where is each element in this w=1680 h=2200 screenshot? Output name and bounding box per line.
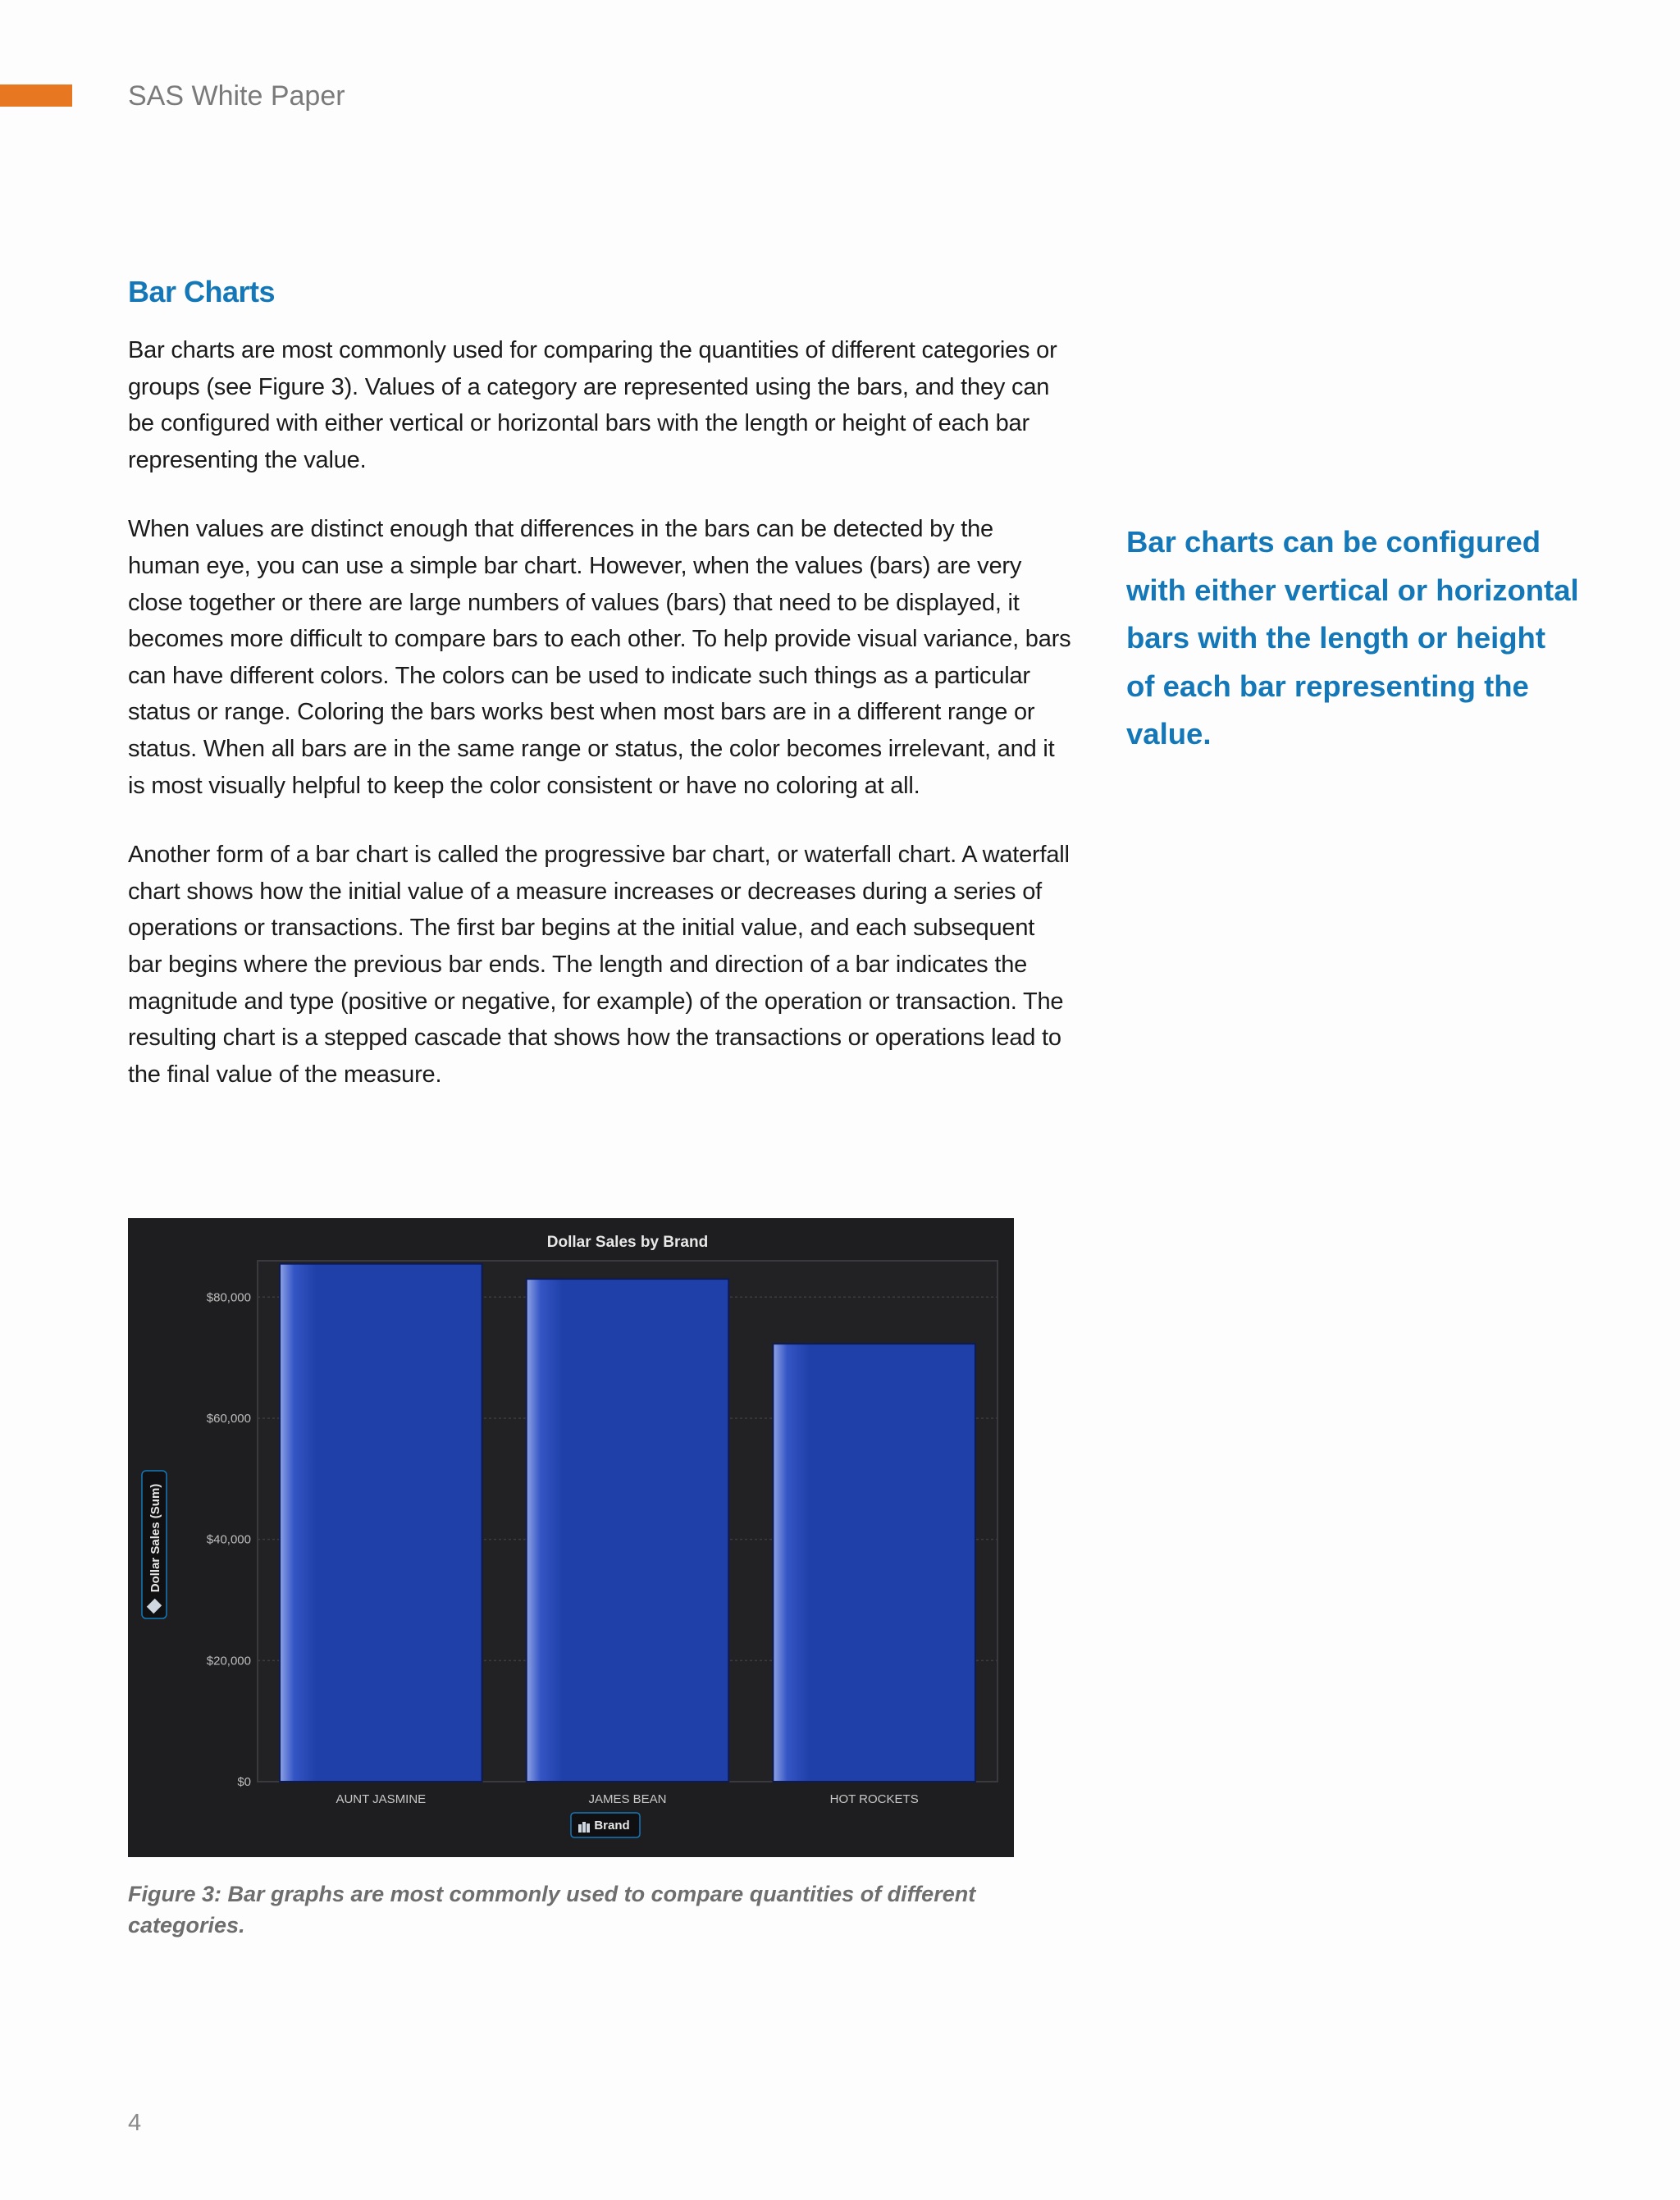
bar (527, 1279, 729, 1782)
bar (773, 1344, 975, 1782)
body-text (128, 332, 1071, 1125)
figure-caption: Figure 3: Bar graphs are most commonly used to compare quantities of different categories. (128, 1882, 976, 1938)
chart-title: Dollar Sales by Brand (546, 1234, 709, 1251)
y-tick-label: $20,000 (206, 1654, 251, 1668)
y-axis-label (142, 1471, 167, 1618)
y-tick-label: $0 (237, 1775, 251, 1789)
y-axis-title: Dollar Sales (Sum) (148, 1483, 162, 1593)
x-tick-label: AUNT JASMINE (336, 1792, 427, 1806)
bar-chart (128, 1218, 1014, 1857)
x-axis-title: Brand (594, 1819, 630, 1833)
paragraph-3: Another form of a bar chart is called the progressive bar chart, or waterfall chart. A waterfall chart shows how the initial value of a measure increases or decreases during a series of operations or transactions. The first bar begins at the initial value, and each subsequent bar begins where the previous bar ends. The length and direction of a bar indicates the magnitude and type (positive or negative, for example) of the operation or transaction. The resulting chart is a stepped cascade that shows how the transactions or operations lead to the final value of the measure. (128, 842, 1070, 1088)
y-tick-label: $80,000 (206, 1290, 251, 1305)
y-tick-label: $40,000 (206, 1532, 251, 1547)
figure-3-chart (128, 1218, 1014, 1857)
pull-quote: Bar charts can be configured with either vertical or horizontal bars with the length or height of each bar representing the value. (1126, 525, 1579, 751)
orange-accent-tab (0, 84, 72, 107)
y-tick-label: $60,000 (206, 1411, 251, 1426)
paragraph-1: Bar charts are most commonly used for comparing the quantities of different categories or groups (see Figure 3). Values of a category are represented using the bars, and they can be configured with either vertical or horizontal bars with the length or height of each bar representing the value. (128, 337, 1057, 473)
bar (280, 1264, 482, 1782)
paragraph-2: When values are distinct enough that differences in the bars can be detected by the human eye, you can use a simple bar chart. However, when the values (bars) are very close together or there are large numbers of values (bars) that need to be displayed, it becomes more difficult to compare bars to each other. To help provide visual variance, bars can have different colors. The colors can be used to indicate such things as a particular status or range. Coloring the bars works best when most bars are in a different range or status. When all bars are in the same range or status, the color becomes irrelevant, and it is most visually helpful to keep the color consistent or have no coloring at all. (128, 516, 1071, 799)
section-title: Bar Charts (128, 275, 276, 308)
page-number: 4 (128, 2110, 142, 2136)
x-tick-label: HOT ROCKETS (829, 1792, 919, 1806)
x-tick-label: JAMES BEAN (588, 1792, 667, 1806)
running-head: SAS White Paper (128, 80, 345, 112)
